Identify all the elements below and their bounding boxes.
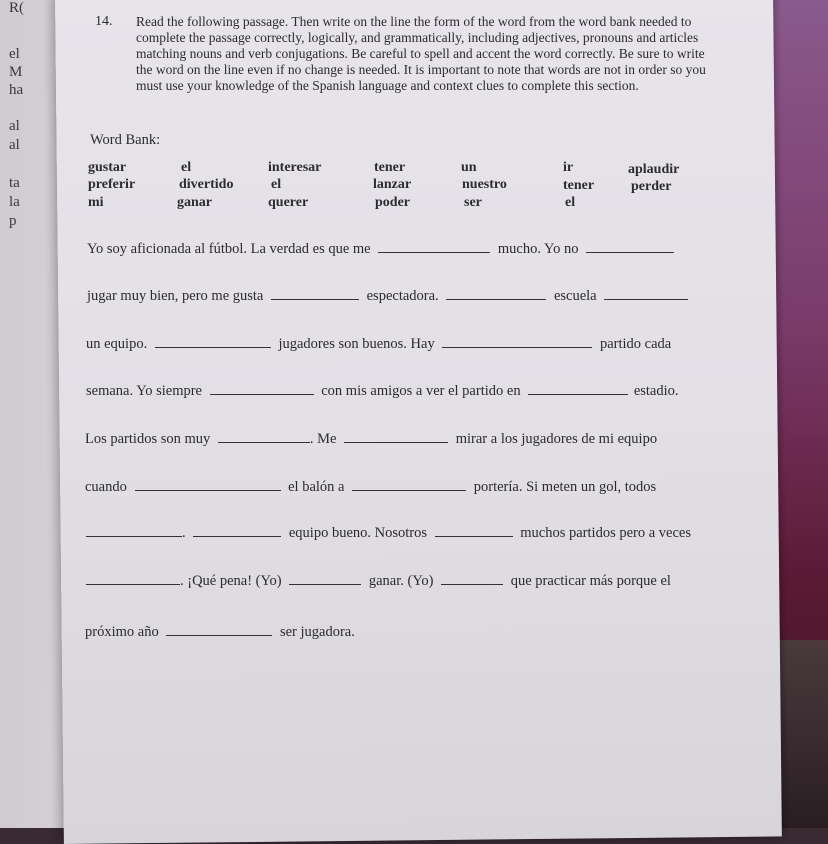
passage-line-5	[85, 430, 657, 448]
answer-blank[interactable]	[441, 572, 503, 585]
edge-text: R(	[9, 0, 24, 16]
passage-text: que practicar más porque el	[510, 573, 671, 589]
passage-text: próximo año	[85, 624, 159, 640]
word-bank-item: el	[565, 195, 576, 210]
answer-blank[interactable]	[155, 335, 271, 348]
word-bank-item: aplaudir	[628, 162, 680, 177]
passage-text: jugar muy bien, pero me gusta	[87, 288, 264, 304]
passage-text: mucho. Yo no	[497, 241, 579, 257]
answer-blank[interactable]	[528, 382, 628, 395]
answer-blank[interactable]	[604, 287, 688, 300]
word-bank-item: el	[181, 160, 192, 175]
answer-blank[interactable]	[446, 287, 546, 300]
passage-text: cuando	[85, 479, 127, 495]
answer-blank[interactable]	[193, 524, 281, 537]
answer-blank[interactable]	[442, 335, 592, 348]
passage-text: mirar a los jugadores de mi equipo	[455, 431, 658, 447]
word-bank-item: interesar	[268, 160, 322, 175]
word-bank-item: un	[461, 160, 477, 175]
edge-text: ta	[9, 175, 20, 191]
word-bank-item: lanzar	[373, 177, 412, 192]
passage-text: un equipo.	[86, 336, 148, 352]
edge-text: ha	[9, 82, 24, 98]
passage-text: portería. Si meten un gol, todos	[473, 479, 657, 495]
passage-text: .	[182, 525, 186, 541]
word-bank-item: divertido	[179, 177, 234, 192]
passage-line-2	[87, 287, 688, 305]
passage-line-3	[86, 335, 671, 353]
passage-text: . ¡Qué pena! (Yo)	[180, 573, 282, 589]
passage-line-6	[85, 478, 656, 496]
passage-text: equipo bueno. Nosotros	[288, 525, 428, 541]
word-bank-item: nuestro	[462, 177, 507, 192]
edge-text: al	[9, 137, 20, 153]
edge-text: el	[9, 46, 20, 62]
word-bank-item: gustar	[88, 160, 127, 175]
passage-text: partido cada	[599, 336, 672, 352]
passage-text: escuela	[553, 288, 597, 304]
word-bank-item: ir	[563, 160, 574, 175]
word-bank-item: querer	[268, 195, 309, 210]
edge-text: al	[9, 118, 20, 134]
passage-text: ganar. (Yo)	[368, 573, 434, 589]
answer-blank[interactable]	[86, 572, 180, 585]
word-bank-item: preferir	[88, 177, 136, 192]
passage-text: muchos partidos pero a veces	[520, 525, 691, 541]
worksheet-page	[55, 0, 782, 844]
word-bank-item: poder	[375, 195, 410, 210]
passage-text: . Me	[309, 431, 337, 447]
edge-text: p	[9, 213, 17, 229]
answer-blank[interactable]	[86, 524, 182, 537]
passage-text: espectadora.	[366, 288, 439, 304]
passage-text: el balón a	[288, 479, 345, 495]
word-bank-item: tener	[374, 160, 406, 175]
answer-blank[interactable]	[435, 524, 513, 537]
passage-text: Yo soy aficionada al fútbol. La verdad es que me	[87, 241, 371, 257]
word-bank-item: el	[271, 177, 282, 192]
word-bank-title: Word Bank:	[90, 132, 161, 148]
word-bank-item: ganar	[177, 195, 212, 210]
passage-text: estadio.	[633, 383, 679, 399]
answer-blank[interactable]	[586, 240, 674, 253]
passage-text: Los partidos son muy	[85, 431, 211, 447]
word-bank-item: mi	[88, 195, 104, 210]
passage-line-7	[86, 524, 691, 542]
answer-blank[interactable]	[352, 478, 466, 491]
answer-blank[interactable]	[166, 623, 272, 636]
answer-blank[interactable]	[378, 240, 490, 253]
word-bank-item: perder	[631, 179, 672, 194]
passage-text: semana. Yo siempre	[86, 383, 202, 399]
passage-text: jugadores son buenos. Hay	[278, 336, 435, 352]
answer-blank[interactable]	[271, 287, 359, 300]
passage-text: ser jugadora.	[279, 624, 355, 640]
question-number: 14.	[95, 14, 113, 29]
passage-text: con mis amigos a ver el partido en	[321, 383, 521, 399]
answer-blank[interactable]	[210, 382, 314, 395]
word-bank-item: ser	[464, 195, 482, 210]
passage-line-8	[86, 572, 671, 590]
instructions-text: Read the following passage. Then write on the line the form of the word from the word bank needed to complete the passage correctly, logically, and grammatically, including adjectives, pronouns and articles matching nouns and verb conjugations. Be careful to spell and accent the word correctly. Be sure to write the word on the line even if no change is needed. It is important to note that words are not in order so you must use your knowledge of the Spanish language and context clues to complete this section.	[136, 14, 706, 93]
answer-blank[interactable]	[344, 430, 448, 443]
passage-line-9	[85, 623, 355, 641]
answer-blank[interactable]	[289, 572, 361, 585]
edge-text: M	[9, 64, 23, 80]
answer-blank[interactable]	[135, 478, 281, 491]
passage-line-4	[86, 382, 679, 400]
edge-text: la	[9, 194, 20, 210]
word-bank-item: tener	[563, 178, 595, 193]
answer-blank[interactable]	[218, 430, 310, 443]
passage-line-1	[87, 240, 674, 258]
